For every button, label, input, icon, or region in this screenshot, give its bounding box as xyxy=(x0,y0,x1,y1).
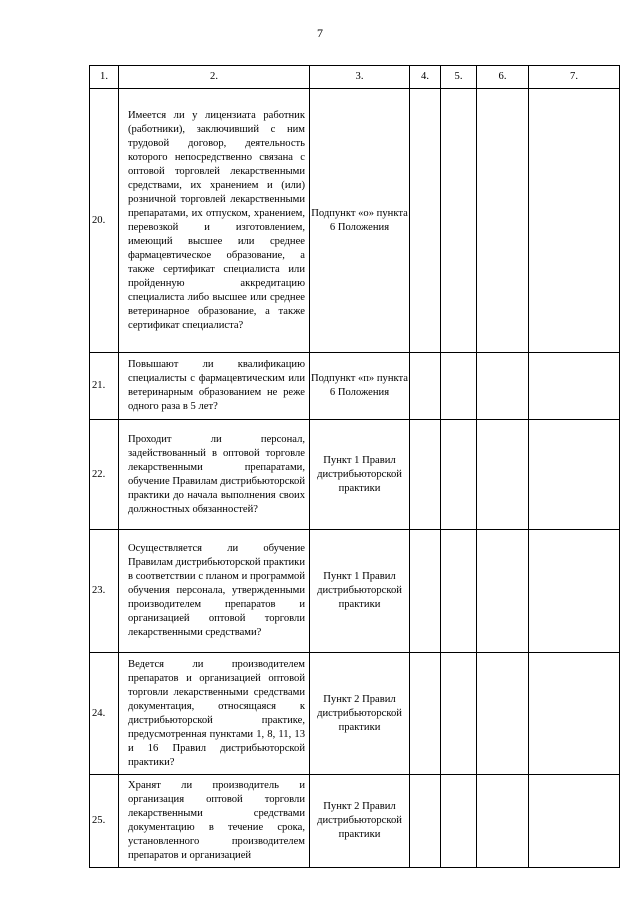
empty-cell xyxy=(477,89,529,353)
question-text: Повышают ли квалификацию специалисты с фармацевтическим или ветеринарным образованием не реже одного раза в 5 лет? xyxy=(128,359,305,412)
question-text: Имеется ли у лицензиата работник (работники), заключивший с ним трудовой договор, деятельность которого непосредственно связана с оптовой торговлей лекарственными средствами, их хранением и (или) розничной торговлей лекарственными препаратами, их отпуском, хранением, перевозкой и изготовлением, имеющий высшее или среднее фармацевтическое образование, а также сертификат специалиста или пройденную аккредитацию специалиста либо высшее или среднее ветеринарное образование, а также сертификат специалиста? xyxy=(128,109,305,331)
column-header-7: 7. xyxy=(529,66,620,89)
empty-cell xyxy=(441,89,477,353)
column-header-6: 6. xyxy=(477,66,529,89)
empty-cell xyxy=(410,530,441,653)
column-header-3: 3. xyxy=(310,66,410,89)
checklist-table xyxy=(89,65,620,868)
empty-cell xyxy=(441,420,477,530)
question-text: Осуществляется ли обучение Правилам дистрибьюторской практики в соответствии с планом и программой обучения персонала, утвержденными производителем препаратов и организацией оптовой торговли лекарственными средствами? xyxy=(128,543,305,638)
empty-cell xyxy=(477,420,529,530)
empty-cell xyxy=(529,775,620,868)
empty-cell xyxy=(529,653,620,775)
empty-cell xyxy=(410,653,441,775)
question-cell xyxy=(119,653,310,775)
question-cell xyxy=(119,530,310,653)
column-header-1: 1. xyxy=(90,66,119,89)
reference-cell: Пункт 1 Правил дистрибьюторской практики xyxy=(310,530,410,653)
column-header-5: 5. xyxy=(441,66,477,89)
question-cell xyxy=(119,775,310,868)
row-number: 24. xyxy=(90,653,119,775)
empty-cell xyxy=(441,775,477,868)
question-text: Ведется ли производителем препаратов и организацией оптовой торговли лекарственными средствами документация, относящаяся к дистрибьюторской практике, предусмотренная пунктами 1, 8, 11, 13 и 16 Правил дистрибьюторской практики? xyxy=(128,658,305,768)
reference-cell: Пункт 2 Правил дистрибьюторской практики xyxy=(310,653,410,775)
reference-cell: Пункт 2 Правил дистрибьюторской практики xyxy=(310,775,410,868)
row-number: 20. xyxy=(90,89,119,353)
table-row xyxy=(90,775,620,868)
empty-cell xyxy=(441,653,477,775)
empty-cell xyxy=(441,353,477,420)
reference-cell: Подпункт «о» пункта 6 Положения xyxy=(310,89,410,353)
empty-cell xyxy=(529,420,620,530)
table-row xyxy=(90,530,620,653)
row-number: 22. xyxy=(90,420,119,530)
question-cell xyxy=(119,89,310,353)
question-cell xyxy=(119,420,310,530)
empty-cell xyxy=(529,353,620,420)
empty-cell xyxy=(477,653,529,775)
reference-cell: Подпункт «п» пункта 6 Положения xyxy=(310,353,410,420)
table-row xyxy=(90,89,620,353)
empty-cell xyxy=(410,775,441,868)
table-row xyxy=(90,653,620,775)
table-row xyxy=(90,353,620,420)
reference-cell: Пункт 1 Правил дистрибьюторской практики xyxy=(310,420,410,530)
empty-cell xyxy=(477,775,529,868)
empty-cell xyxy=(410,420,441,530)
table-row xyxy=(90,420,620,530)
empty-cell xyxy=(477,530,529,653)
empty-cell xyxy=(441,530,477,653)
question-cell xyxy=(119,353,310,420)
empty-cell xyxy=(529,89,620,353)
page-number: 7 xyxy=(317,26,323,40)
header-row xyxy=(90,66,620,89)
row-number: 21. xyxy=(90,353,119,420)
column-header-2: 2. xyxy=(119,66,310,89)
empty-cell xyxy=(410,89,441,353)
empty-cell xyxy=(529,530,620,653)
question-text: Хранят ли производитель и организация оптовой торговли лекарственными средствами документацию в течение срока, установленного производителем препаратов и организацией xyxy=(128,780,305,861)
empty-cell xyxy=(477,353,529,420)
question-text: Проходит ли персонал, задействованный в оптовой торговле лекарственными препаратами, обучение Правилам дистрибьюторской практики до начала выполнения своих должностных обязанностей? xyxy=(128,433,305,515)
empty-cell xyxy=(410,353,441,420)
row-number: 23. xyxy=(90,530,119,653)
column-header-4: 4. xyxy=(410,66,441,89)
row-number: 25. xyxy=(90,775,119,868)
